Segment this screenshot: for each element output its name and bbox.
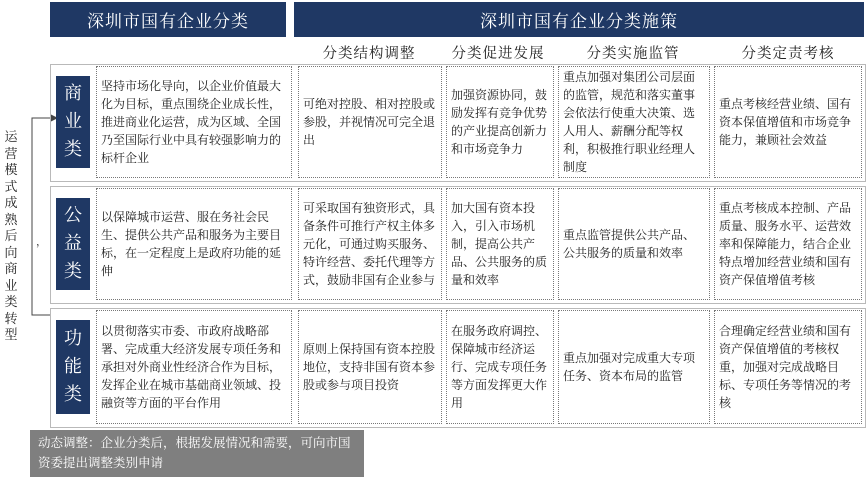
functional-assess: 合理确定经营业绩和国有资产保值增值的考核权重，加强对完成战略目标、专项任务等情况的考核 [714,310,862,424]
commercial-promote: 加强资源协同，鼓励发挥有竞争优势的产业提高创新力和市场竞争力 [446,66,554,178]
public-desc: 以保障城市运营、服在务社会民生、提供公共产品和服务为主要目标，在一定程度上是政府功能的延伸 [96,188,292,300]
commercial-structure: 可绝对控股、相对控股或参股，并视情况可完全退出 [298,66,442,178]
col-header-promote: 分类促进发展 [451,45,545,62]
public-promote: 加大国有资本投入，引入市场机制，提高公共产品、公共服务的质量和效率 [446,188,554,300]
col-header-structure: 分类结构调整 [322,45,416,62]
functional-supervise: 重点加强对完成重大专项任务、资本布局的监管 [558,310,710,424]
commercial-supervise: 重点加强对集团公司层面的监管，规范和落实董事会依法行使重大决策、选人用人、薪酬分配等权利，积极推行职业经理人制度 [558,66,710,178]
side-label: 运营模式成熟后向商业类转型 [4,130,18,343]
functional-promote: 在服务政府调控、保障城市经济运行、完成专项任务等方面发挥更大作用 [446,310,554,424]
category-commercial: 商业类 [56,76,90,168]
header-left: 深圳市国有企业分类 [50,2,286,37]
public-structure: 可采取国有独资形式，具备条件可推行产权主体多元化，可通过购买服务、特许经营、委托代理等方式，鼓励非国有企业参与 [298,188,442,300]
public-assess: 重点考核成本控制、产品质量、服务水平、运营效率和保障能力，结合企业特点增加经营业绩和国有资产保值增值考核 [714,188,862,300]
header-right: 深圳市国有企业分类施策 [294,2,864,37]
category-functional: 功能类 [56,320,90,414]
functional-structure: 原则上保持国有资本控股地位，支持非国有资本参股或参与项目投资 [298,310,442,424]
commercial-desc: 坚持市场化导向，以企业价值最大化为目标，重点围绕企业成长性，推进商业化运营，成为区域、全国乃至国际行业中具有较强影响力的标杆企业 [96,66,292,178]
category-public: 公益类 [56,198,90,290]
commercial-assess: 重点考核经营业绩、国有资本保值增值和市场竞争能力，兼顾社会效益 [714,66,862,178]
public-supervise: 重点监管提供公共产品、公共服务的质量和效率 [558,188,710,300]
functional-desc: 以贯彻落实市委、市政府战略部署、完成重大经济发展专项任务和承担对外商业性经济合作为目标，发挥企业在城市基础商业领域、投融资等方面的平台作用 [96,310,292,424]
col-header-assess: 分类定责考核 [741,45,835,62]
svg-text:，: ， [36,235,47,248]
col-header-supervise: 分类实施监管 [586,45,680,62]
dynamic-adjustment-note: 动态调整：企业分类后，根据发展情况和需要，可向市国资委提出调整类别申请 [30,430,364,477]
